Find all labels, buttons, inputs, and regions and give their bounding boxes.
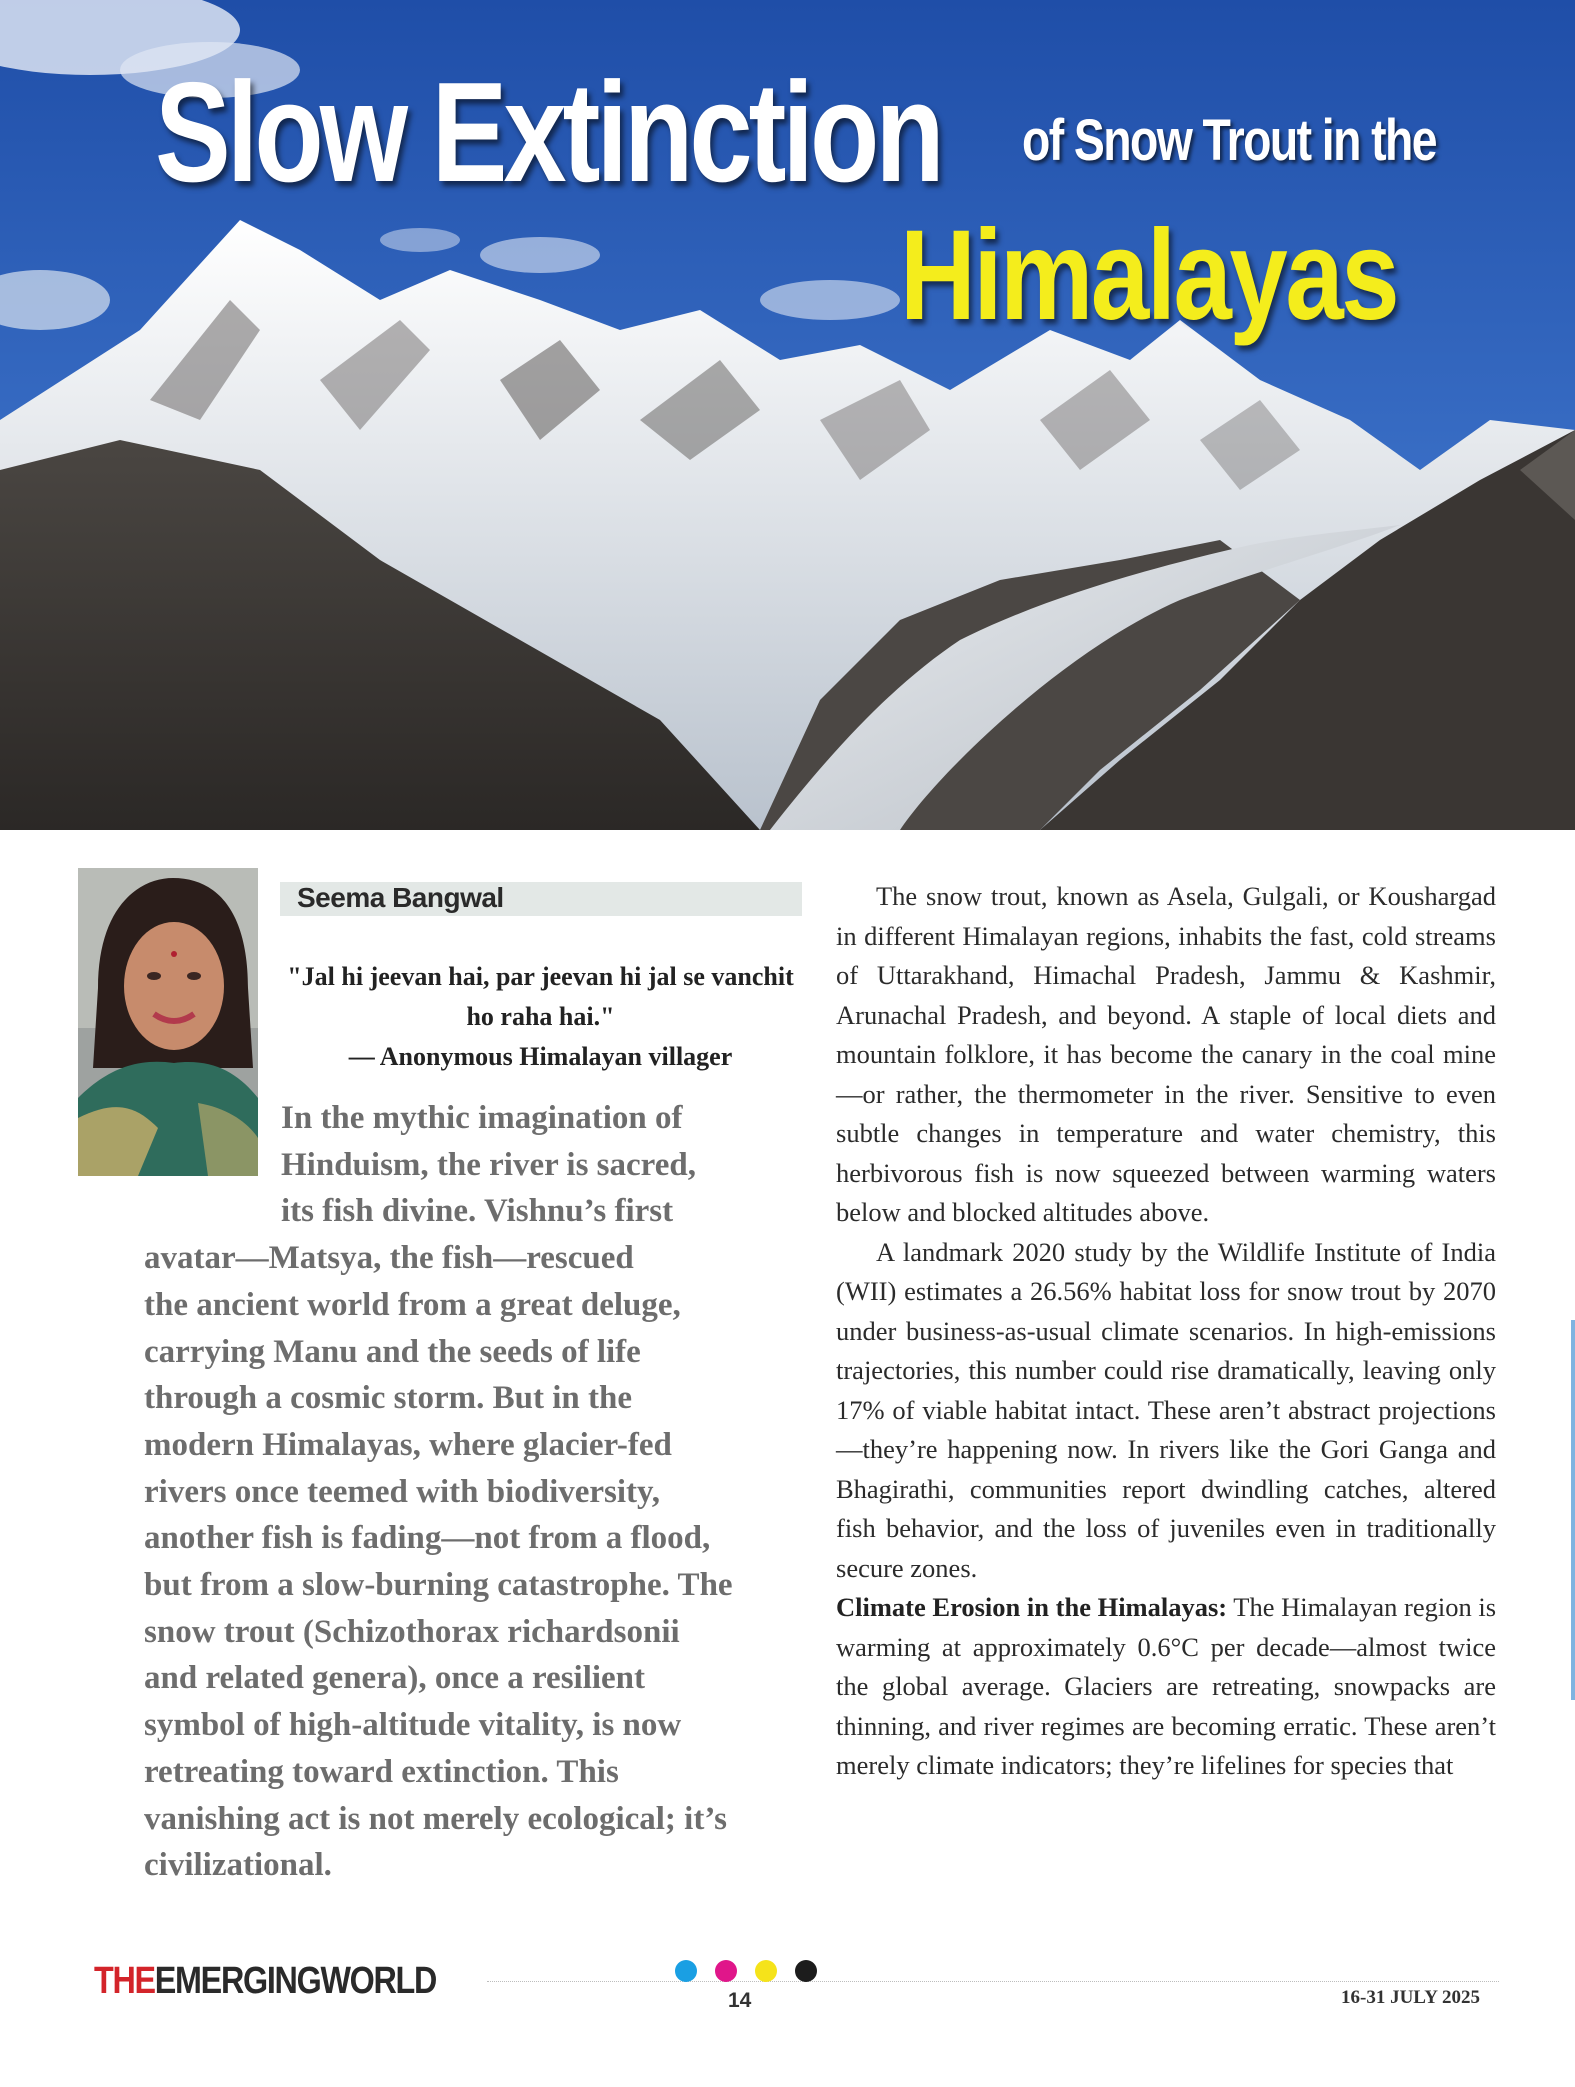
epigraph-attribution: — Anonymous Himalayan villager [348, 1042, 733, 1071]
body-paragraph: A landmark 2020 study by the Wildlife Institute of India (WII) estimates a 26.56% habitat loss for snow trout by 2070 under business-as-usual climate scenarios. In high-emissions trajectories, this number could rise dramatically, leaving only 17% of viable habitat intact. These aren’t abstract projections—they’re happening now. In rivers like the Gori Ganga and Bhagirathi, communities report dwindling catches, altered fish behavior, and the loss of juveniles even in traditionally secure zones. [836, 1236, 1496, 1583]
headline-main: Slow Extinction [155, 53, 941, 212]
lead-line: vanishing act is not merely ecological; it’s [144, 1800, 727, 1837]
page-number: 14 [728, 1989, 752, 2012]
registration-dot-magenta [715, 1960, 737, 1982]
epigraph [283, 957, 798, 1077]
lead-line: another fish is fading—not from a flood, [144, 1520, 711, 1557]
epigraph-quote: "Jal hi jeevan hai, par jeevan hi jal se vanchit ho raha hai." [287, 962, 794, 1031]
lead-line: retreating toward extinction. This [144, 1753, 619, 1790]
lead-line: the ancient world from a great deluge, [144, 1286, 681, 1323]
lead-line: In the mythic imagination of [281, 1100, 683, 1136]
lead-line: carrying Manu and the seeds of life [144, 1333, 641, 1370]
section-text: The Himalayan region is warming at approximately 0.6°C per decade—almost twice the global average. Glaciers are retreating, snowpacks are thinning, and river regimes are becoming erratic. These aren’t merely climate indicators; they’re lifelines for species that [836, 1592, 1497, 1780]
registration-dot-black [795, 1960, 817, 1982]
logo-part-the: THE [94, 1960, 155, 2002]
headline-connector: of Snow Trout in the [1022, 108, 1436, 173]
author-name: Seema Bangwal [297, 882, 504, 913]
headline-accent: Himalayas [900, 204, 1398, 347]
hero-image [0, 0, 1575, 830]
registration-dot-cyan [675, 1960, 697, 1982]
page-edge-bar [1571, 1320, 1575, 1700]
lead-line: civilizational. [144, 1847, 332, 1884]
lead-line: rivers once teemed with biodiversity, [144, 1473, 660, 1510]
lead-line: Hinduism, the river is sacred, [281, 1146, 696, 1183]
lead-paragraph [144, 1095, 814, 1889]
registration-dot-yellow [755, 1960, 777, 1982]
logo-part-name: EMERGINGWORLD [154, 1960, 437, 2002]
body-paragraph [836, 1588, 1496, 1786]
lead-line: avatar—Matsya, the fish—rescued [144, 1240, 634, 1277]
issue-date: 16-31 JULY 2025 [1341, 1987, 1480, 2008]
body-paragraph: The snow trout, known as Asela, Gulgali, or Koushargad in different Himalayan regions, inhabits the fast, cold streams of Uttarakhand, Himachal Pradesh, Jammu & Kashmir, Arunachal Pradesh, and beyond. A staple of local diets and mountain folklore, it has become the canary in the coal mine—or rather, the thermometer in the river. Sensitive to even subtle changes in temperature and water chemistry, this herbivorous fish is now squeezed between warming waters below and blocked altitudes above. [836, 881, 1496, 1227]
lead-line: through a cosmic storm. But in the [144, 1380, 632, 1417]
lead-line: its fish divine. Vishnu’s first [281, 1193, 674, 1230]
section-heading: Climate Erosion in the Himalayas: [836, 1592, 1228, 1622]
magazine-logo [94, 1960, 436, 2003]
body-column [836, 877, 1496, 1786]
lead-line: snow trout (Schizothorax richardsonii [144, 1613, 680, 1650]
lead-line: but from a slow-burning catastrophe. The [144, 1567, 733, 1604]
lead-line: symbol of high-altitude vitality, is now [144, 1707, 682, 1744]
footer-rule [487, 1981, 1499, 1982]
lead-line: modern Himalayas, where glacier-fed [144, 1426, 672, 1463]
lead-line: and related genera), once a resilient [144, 1660, 646, 1697]
